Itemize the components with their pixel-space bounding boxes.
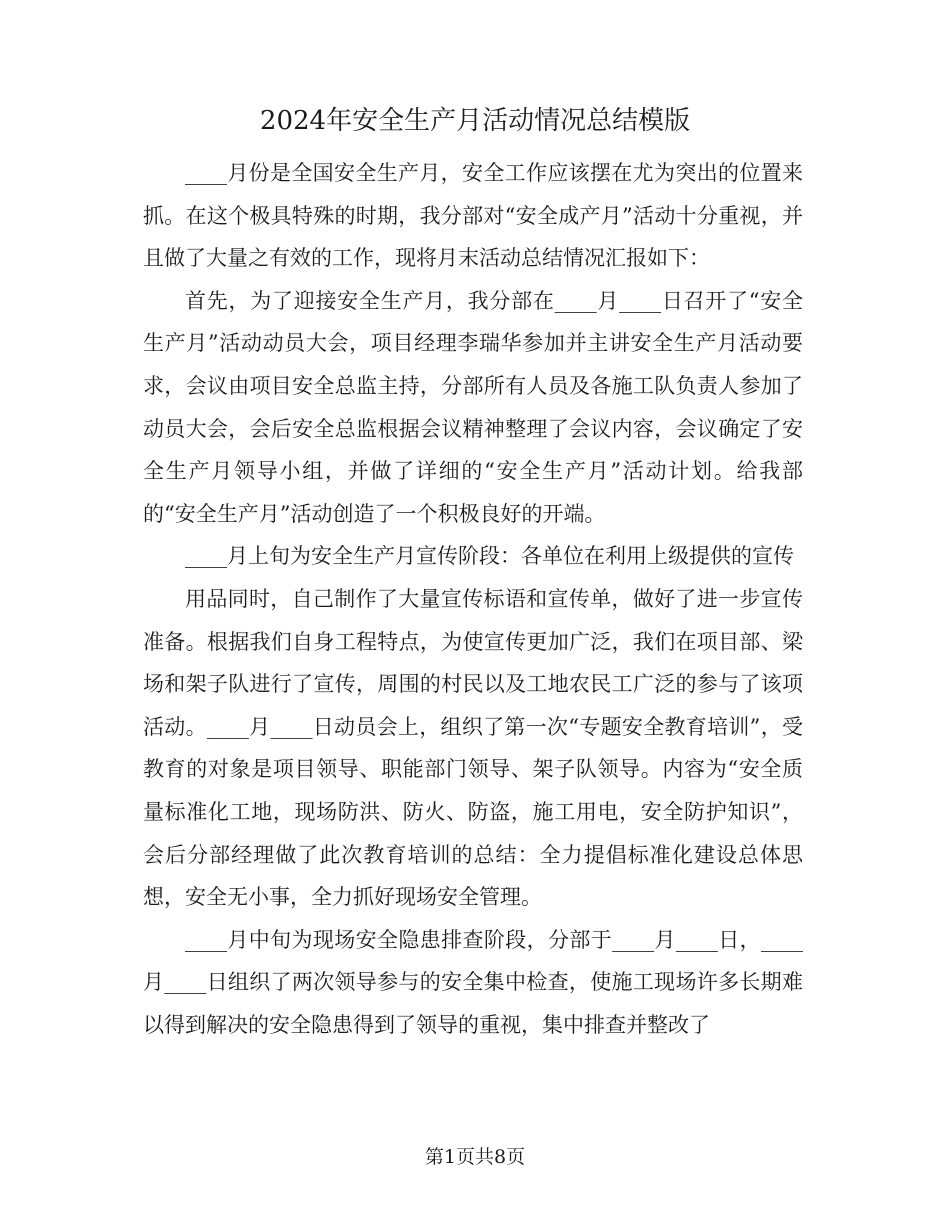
document-title: 2024年安全生产月活动情况总结模版 — [259, 106, 691, 136]
paragraph-inspection: ____月中旬为现场安全隐患排查阶段，分部于____月____日，____月____日组织了两次领导参与的安全集中检查，使施工现场许多长期难以得到解决的安全隐患得到了领导的重视，集中排查并整改了 — [143, 927, 803, 1037]
paragraph-intro: ____月份是全国安全生产月，安全工作应该摆在尤为突出的位置来抓。在这个极具特殊的时期，我分部对“安全成产月”活动十分重视，并且做了大量之有效的工作，现将月末活动总结情况汇报如下： — [143, 161, 803, 271]
paragraph-mobilization: 首先，为了迎接安全生产月，我分部在____月____日召开了“安全生产月”活动动员大会，项目经理李瑞华参加并主讲安全生产月活动要求，会议由项目安全总监主持，分部所有人员及各施工队负责人参加了动员大会，会后安全总监根据会议精神整理了会议内容，会议确定了安全生产月领导小组，并做了详细的“安全生产月”活动计划。给我部的“安全生产月”活动创造了一个积极良好的开端。 — [143, 288, 803, 526]
paragraph-publicity-heading: ____月上旬为安全生产月宣传阶段：各单位在利用上级提供的宣传 — [185, 544, 794, 569]
page-number: 第1页共8页 — [424, 1146, 526, 1168]
document-body — [143, 152, 803, 1046]
paragraph-publicity: 用品同时，自己制作了大量宣传标语和宣传单，做好了进一步宣传准备。根据我们自身工程特点，为使宣传更加广泛，我们在项目部、梁场和架子队进行了宣传，周围的村民以及工地农民工广泛的参与了该项活动。____月____日动员会上，组织了第一次“专题安全教育培训”，受教育的对象是项目领导、职能部门领导、架子队领导。内容为“安全质量标准化工地，现场防洪、防火、防盗，施工用电，安全防护知识”，会后分部经理做了此次教育培训的总结：全力提倡标准化建设总体思想，安全无小事，全力抓好现场安全管理。 — [143, 586, 803, 910]
